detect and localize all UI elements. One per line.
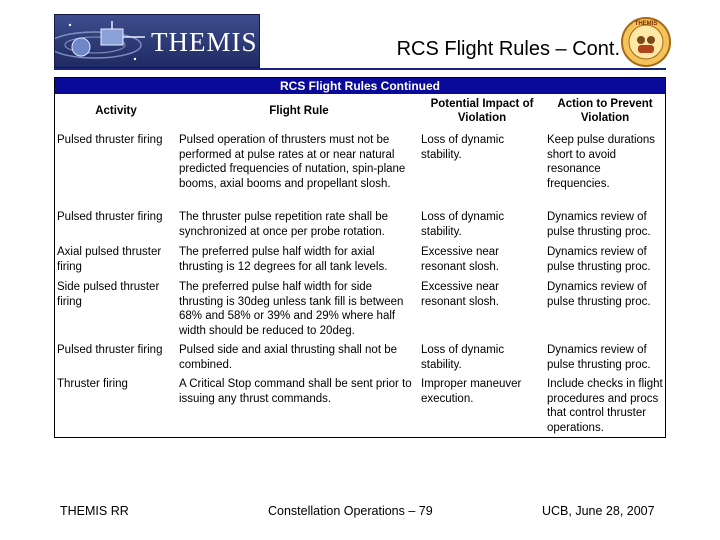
- cell-action: Dynamics review of pulse thrusting proc.: [547, 344, 651, 371]
- badge-text: THEMIS: [634, 21, 658, 27]
- slide-title: RCS Flight Rules – Cont.: [396, 38, 620, 60]
- cell-flight-rule: Pulsed operation of thrusters must not be performed at pulse rates at or near natural predicted frequencies of nutation, spin-plane booms, axial booms and propellant slosh.: [179, 134, 406, 190]
- column-header-activity: Activity: [95, 105, 137, 117]
- column-header-flight-rule: Flight Rule: [269, 105, 329, 117]
- cell-activity: Pulsed thruster firing: [57, 211, 163, 223]
- cell-flight-rule: The preferred pulse half width for axial thrusting is 12 degrees for all tank levels.: [179, 246, 388, 273]
- cell-impact: Improper maneuver execution.: [421, 378, 522, 405]
- cell-action: Dynamics review of pulse thrusting proc.: [547, 211, 651, 238]
- footer-left: THEMIS RR: [60, 504, 129, 518]
- cell-activity: Pulsed thruster firing: [57, 134, 163, 146]
- cell-impact: Loss of dynamic stability.: [421, 134, 505, 161]
- cell-flight-rule: Pulsed side and axial thrusting shall not be combined.: [179, 344, 398, 371]
- flight-rules-table: [54, 77, 666, 438]
- cell-flight-rule: A Critical Stop command shall be sent prior to issuing any thrust commands.: [179, 378, 412, 405]
- cell-action: Dynamics review of pulse thrusting proc.: [547, 281, 651, 308]
- column-header-impact: Potential Impact of Violation: [430, 98, 534, 124]
- column-header-action: Action to Prevent Violation: [557, 98, 653, 124]
- cell-flight-rule: The thruster pulse repetition rate shall be synchronized at once per probe rotation.: [179, 211, 389, 238]
- cell-impact: Excessive near resonant slosh.: [421, 246, 499, 273]
- cell-action: Include checks in flight procedures and procs that control thruster operations.: [547, 378, 663, 434]
- mission-badge-icon: [620, 16, 672, 68]
- cell-action: Dynamics review of pulse thrusting proc.: [547, 246, 651, 273]
- themis-logo: [54, 14, 260, 68]
- cell-impact: Excessive near resonant slosh.: [421, 281, 499, 308]
- title-divider: [54, 68, 666, 70]
- cell-flight-rule: The preferred pulse half width for side thrusting is 30deg unless tank fill is between 68% and 58% or 39% and 29% where half width should be reduced to 20deg.: [179, 281, 404, 337]
- cell-activity: Axial pulsed thruster firing: [57, 246, 162, 273]
- cell-action: Keep pulse durations short to avoid resonance frequencies.: [547, 134, 656, 190]
- cell-activity: Pulsed thruster firing: [57, 344, 163, 356]
- logo-text: THEMIS: [151, 27, 258, 57]
- cell-activity: Thruster firing: [57, 378, 128, 390]
- table-banner: RCS Flight Rules Continued: [55, 78, 665, 94]
- cell-impact: Loss of dynamic stability.: [421, 344, 505, 371]
- footer-center: Constellation Operations – 79: [268, 504, 433, 518]
- cell-activity: Side pulsed thruster firing: [57, 281, 160, 308]
- cell-impact: Loss of dynamic stability.: [421, 211, 505, 238]
- footer-right: UCB, June 28, 2007: [542, 504, 655, 518]
